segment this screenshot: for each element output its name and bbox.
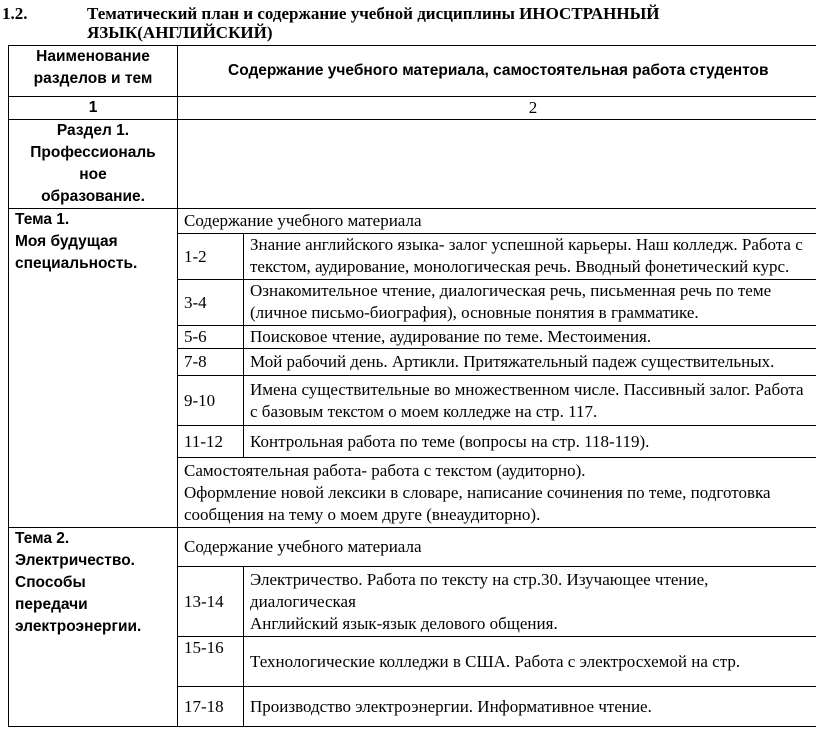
- topic1-title-line: Тема 1.: [15, 211, 70, 228]
- row-content: [244, 234, 816, 280]
- col1-header: [9, 46, 178, 97]
- self-work-line: Самостоятельная работа- работа с текстом (аудиторно).: [184, 460, 586, 480]
- row-line: текстом, аудирование, монологическая речь. Вводный фонетический курс.: [250, 257, 790, 276]
- topic2-title-line: передачи: [15, 596, 88, 613]
- row-line: Ознакомительное чтение, диалогическая речь, письменная речь по теме: [250, 281, 772, 300]
- row-number: 15-16: [178, 637, 244, 687]
- section-row: [9, 120, 816, 209]
- topic2-title-line: Способы: [15, 574, 86, 591]
- topic1-title-line: Моя будущая: [15, 233, 118, 250]
- row-line: Знание английского языка- залог успешной карьеры. Наш колледж. Работа с: [250, 235, 803, 254]
- topic2-title: [9, 528, 178, 727]
- topic1-title-line: специальность.: [15, 255, 138, 272]
- section1-line: Раздел 1.: [56, 122, 130, 139]
- row-line: Английский язык-язык делового общения.: [250, 613, 558, 633]
- col2-number: 2: [178, 97, 816, 120]
- row-number: 5-6: [178, 326, 244, 349]
- row-number: 9-10: [178, 376, 244, 426]
- row-number: 13-14: [178, 567, 244, 637]
- row-content: Поисковое чтение, аудирование по теме. Местоимения.: [244, 326, 816, 349]
- row-content: Мой рабочий день. Артикли. Притяжательный падеж существительных.: [244, 349, 816, 376]
- col1-header-line: Наименование: [36, 48, 150, 65]
- column-number-row: [9, 97, 816, 120]
- row-content: Технологические колледжи в США. Работа с электросхемой на стр.: [244, 637, 816, 687]
- topic2-content-label-row: [9, 528, 816, 567]
- col2-header: Содержание учебного материала, самостоятельная работа студентов: [178, 46, 816, 97]
- topic1-self-work: [178, 458, 816, 528]
- row-line: (личное письмо-биография), основные понятия в грамматике.: [250, 303, 699, 322]
- section1-title: [9, 120, 178, 209]
- table-header-row: [9, 46, 816, 97]
- row-line: диалогическая: [250, 591, 356, 611]
- topic2-title-line: Тема 2.: [15, 530, 70, 547]
- section1-line: образование.: [41, 188, 145, 205]
- topic2-title-line: Электричество.: [15, 552, 135, 569]
- topic1-content-label-row: [9, 209, 816, 234]
- row-content: [244, 376, 816, 426]
- topic1-title: [9, 209, 178, 528]
- topic1-content-label: Содержание учебного материала: [178, 209, 816, 234]
- self-work-line: сообщения на тему о моем друге (внеаудиторно).: [184, 504, 541, 524]
- row-number: 3-4: [178, 280, 244, 326]
- row-line: с базовым текстом о моем колледже на стр. 117.: [250, 401, 598, 421]
- row-number: 11-12: [178, 426, 244, 458]
- content-table: [8, 45, 816, 727]
- row-line: Имена существительные во множественном числе. Пассивный залог. Работа: [250, 379, 804, 399]
- col1-number: 1: [9, 97, 178, 120]
- row-content: Контрольная работа по теме (вопросы на стр. 118-119).: [244, 426, 816, 458]
- section1-line: Профессиональ: [30, 144, 156, 161]
- row-number: 17-18: [178, 687, 244, 727]
- col1-header-line: разделов и тем: [33, 70, 153, 87]
- header-title-line2: ЯЗЫК(АНГЛИЙСКИЙ): [87, 23, 273, 42]
- section1-line: ное: [79, 166, 107, 183]
- header-title-line1: Тематический план и содержание учебной дисциплины ИНОСТРАННЫЙ: [87, 4, 660, 23]
- topic2-title-line: электроэнергии.: [15, 618, 142, 635]
- row-content: [244, 567, 816, 637]
- row-number: 7-8: [178, 349, 244, 376]
- header-number: 1.2.: [2, 4, 28, 23]
- self-work-line: Оформление новой лексики в словаре, написание сочинения по теме, подготовка: [184, 482, 771, 502]
- section1-empty-cell: [178, 120, 816, 209]
- row-number: 1-2: [178, 234, 244, 280]
- topic2-content-label: Содержание учебного материала: [178, 528, 816, 567]
- row-content: [244, 280, 816, 326]
- row-line: Электричество. Работа по тексту на стр.30. Изучающее чтение,: [250, 569, 709, 589]
- row-content: Производство электроэнергии. Информативное чтение.: [244, 687, 816, 727]
